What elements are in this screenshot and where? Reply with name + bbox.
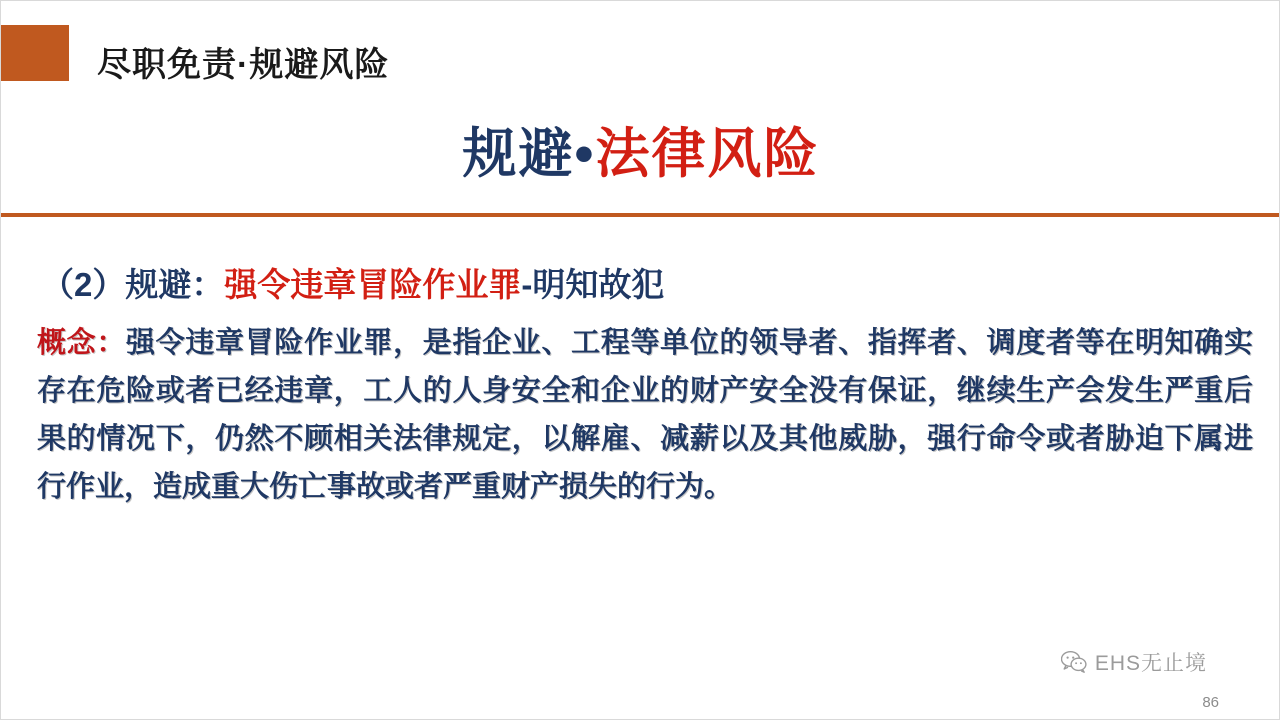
section-subheading <box>41 259 664 306</box>
subheading-highlight: 强令违章冒险作业罪 <box>224 266 522 303</box>
page-title <box>1 111 1280 188</box>
header-kicker: 尽职免责·规避风险 <box>97 46 390 84</box>
watermark <box>1061 647 1207 677</box>
page-number: 86 <box>1202 694 1219 711</box>
subheading-prefix: （2）规避： <box>41 266 225 303</box>
title-divider <box>1 213 1280 217</box>
body-paragraph-text: 强令违章冒险作业罪，是指企业、工程等单位的领导者、指挥者、调度者等在明知确实存在危险或者已经违章，工人的人身安全和企业的财产安全没有保证，继续生产会发生严重后果的情况下，仍然不顾相关法律规定，以解雇、减薪以及其他威胁，强行命令或者胁迫下属进行作业，造成重大伤亡事故或者严重财产损失的行为。 <box>37 327 1253 503</box>
body-paragraph <box>37 319 1253 511</box>
wechat-icon <box>1061 651 1087 673</box>
body-lead-label: 概念： <box>37 327 127 359</box>
watermark-label: EHS无止境 <box>1094 652 1207 675</box>
page-title-separator: • <box>574 124 596 184</box>
subheading-suffix: -明知故犯 <box>521 266 665 303</box>
page-title-part-a: 规避 <box>462 124 575 184</box>
page-title-part-b: 法律风险 <box>595 124 820 184</box>
header-accent-block <box>1 25 69 81</box>
